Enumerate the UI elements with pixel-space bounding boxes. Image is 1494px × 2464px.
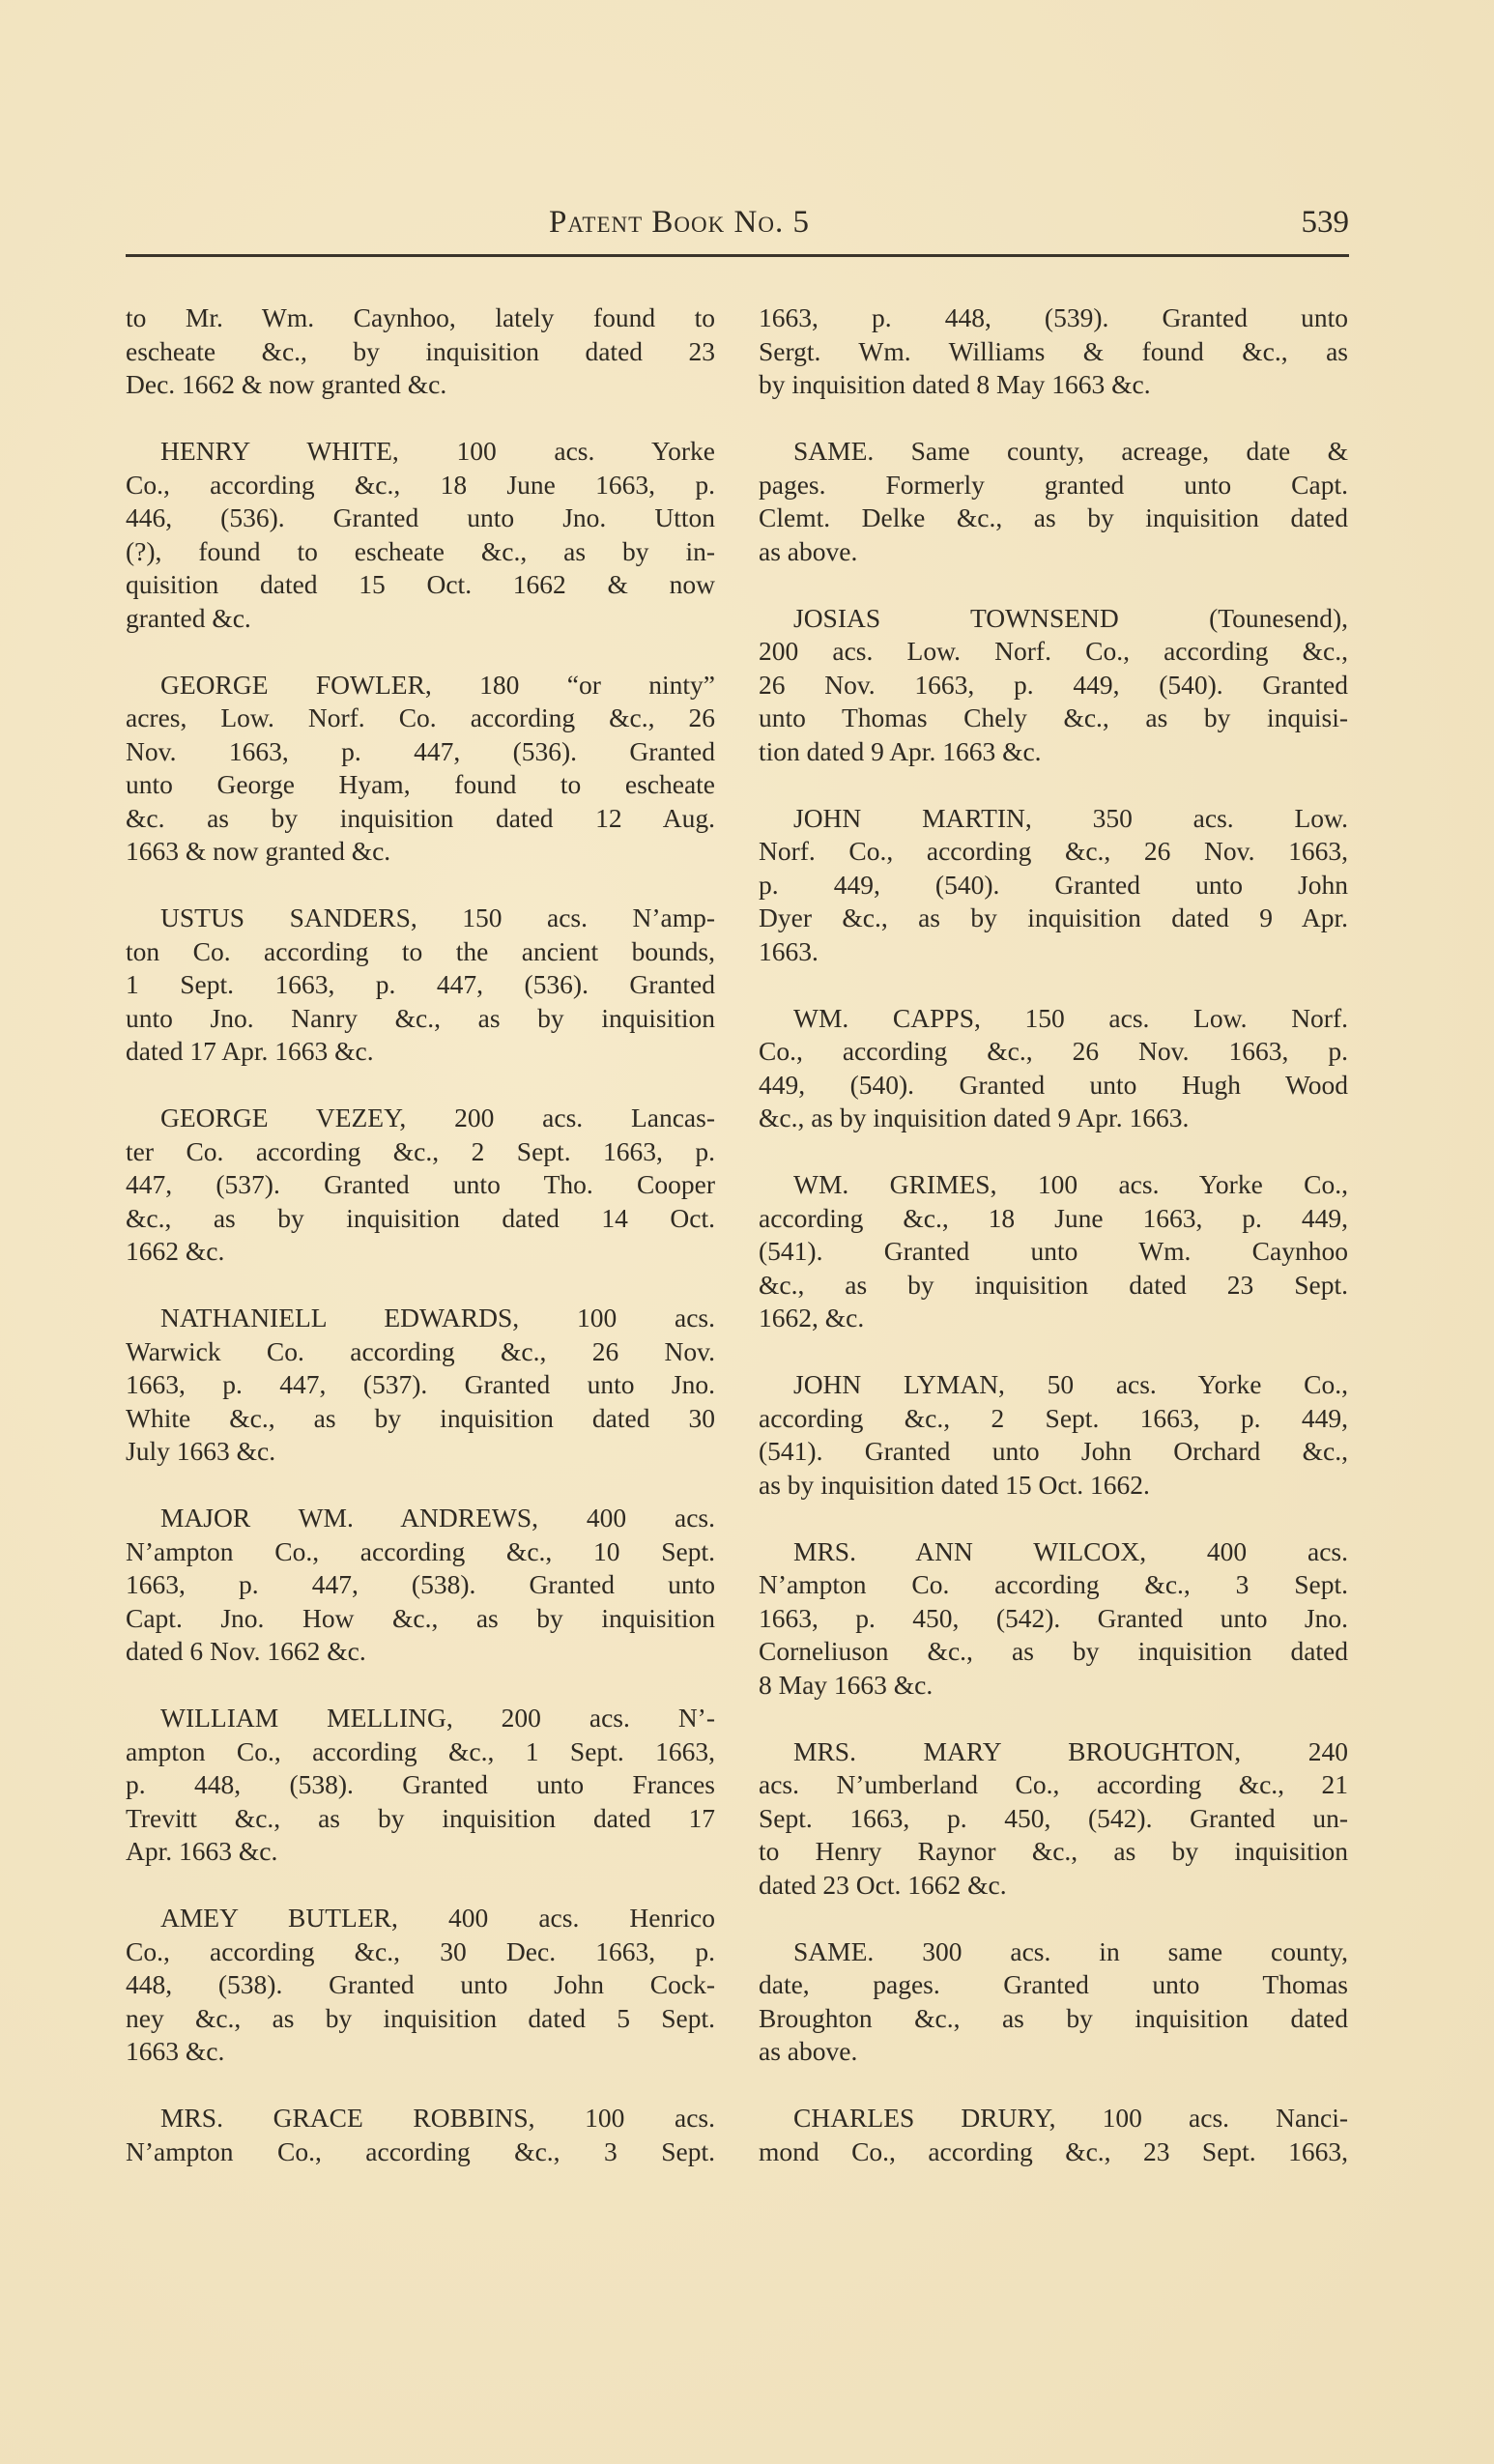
entry-line: by inquisition dated 8 May 1663 &c. — [759, 369, 1151, 399]
patent-entry — [759, 1935, 1348, 2069]
entry-line: unto Thomas Chely &c., as by inquisi- — [759, 702, 1348, 732]
entry-line: JOSIAS TOWNSEND (Tounesend), — [793, 602, 1348, 633]
entry-line: ton Co. according to the ancient bounds, — [126, 935, 715, 966]
patent-entry — [126, 301, 715, 402]
patent-entry — [126, 1502, 715, 1669]
entry-line: &c., as by inquisition dated 9 Apr. 1663. — [759, 1103, 1190, 1132]
entry-line: (541). Granted unto John Orchard &c., — [759, 1436, 1348, 1466]
patent-entry — [126, 1102, 715, 1269]
entry-line: MRS. GRACE ROBBINS, 100 acs. — [160, 2103, 715, 2133]
entry-line: NATHANIELL EDWARDS, 100 acs. — [160, 1303, 715, 1332]
entry-line: to Henry Raynor &c., as by inquisition — [759, 1836, 1348, 1866]
entry-line: N’ampton Co. according &c., 3 Sept. — [759, 1569, 1348, 1599]
patent-entry — [126, 435, 715, 635]
entry-line: 1663 &c. — [126, 2036, 225, 2066]
entry-line: 447, (537). Granted unto Tho. Cooper — [126, 1169, 715, 1199]
entry-line: (?), found to escheate &c., as by in- — [126, 535, 715, 566]
entry-line: MRS. ANN WILCOX, 400 acs. — [793, 1535, 1348, 1566]
entry-line: USTUS SANDERS, 150 acs. N’amp- — [160, 903, 715, 932]
entry-line: AMEY BUTLER, 400 acs. Henrico — [160, 1903, 715, 1933]
entry-line: quisition dated 15 Oct. 1662 & now — [126, 569, 715, 599]
running-title: Patent Book No. 5 — [549, 205, 810, 240]
entry-line: tion dated 9 Apr. 1663 &c. — [759, 735, 1042, 766]
entry-line: granted &c. — [126, 602, 251, 633]
entry-line: according &c., 2 Sept. 1663, p. 449, — [759, 1402, 1348, 1433]
entry-line: 1663, p. 450, (542). Granted unto Jno. — [759, 1602, 1348, 1633]
patent-entry — [126, 1902, 715, 2069]
entry-line: WILLIAM MELLING, 200 acs. N’- — [160, 1703, 715, 1733]
patent-entry — [759, 602, 1348, 769]
entry-line: HENRY WHITE, 100 acs. Yorke — [160, 436, 715, 466]
entry-line: MRS. MARY BROUGHTON, 240 — [793, 1735, 1348, 1766]
entry-line: JOHN MARTIN, 350 acs. Low. — [793, 802, 1348, 833]
entry-line: Capt. Jno. How &c., as by inquisition — [126, 1602, 715, 1633]
right-column — [759, 301, 1348, 2202]
entry-line: JOHN LYMAN, 50 acs. Yorke Co., — [793, 1369, 1348, 1399]
entry-line: dated 23 Oct. 1662 &c. — [759, 1869, 1007, 1900]
patent-entry — [126, 669, 715, 869]
entry-line: SAME. Same county, acreage, date & — [793, 436, 1348, 466]
entry-line: MAJOR WM. ANDREWS, 400 acs. — [160, 1503, 715, 1533]
entry-line: as above. — [759, 2036, 858, 2066]
entry-line: 446, (536). Granted unto Jno. Utton — [126, 502, 715, 532]
entry-line: (541). Granted unto Wm. Caynhoo — [759, 1236, 1348, 1266]
entry-line: WM. CAPPS, 150 acs. Low. Norf. — [793, 1002, 1348, 1033]
entry-line: Sept. 1663, p. 450, (542). Granted un- — [759, 1802, 1348, 1833]
entry-line: 449, (540). Granted unto Hugh Wood — [759, 1069, 1348, 1100]
entry-line: to Mr. Wm. Caynhoo, lately found to — [126, 302, 715, 332]
entry-line: p. 448, (538). Granted unto Frances — [126, 1769, 715, 1799]
entry-line: Nov. 1663, p. 447, (536). Granted — [126, 735, 715, 766]
patent-entry — [126, 1702, 715, 1869]
entry-line: according &c., 18 June 1663, p. 449, — [759, 1202, 1348, 1233]
entry-line: N’ampton Co., according &c., 10 Sept. — [126, 1535, 715, 1566]
patent-entry — [126, 902, 715, 1069]
entry-line: SAME. 300 acs. in same county, — [793, 1935, 1348, 1966]
page-number: 539 — [1301, 205, 1349, 240]
entry-line: as above. — [759, 535, 858, 566]
entry-line: WM. GRIMES, 100 acs. Yorke Co., — [793, 1169, 1348, 1199]
entry-line: Norf. Co., according &c., 26 Nov. 1663, — [759, 836, 1348, 866]
patent-entry — [126, 2102, 715, 2168]
entry-line: 1663. — [759, 935, 819, 966]
entry-line: 1663, p. 448, (539). Granted unto — [759, 302, 1348, 332]
entry-line: 1663, p. 447, (537). Granted unto Jno. — [126, 1369, 715, 1399]
entry-line: CHARLES DRURY, 100 acs. Nanci- — [793, 2103, 1348, 2133]
entry-line: acres, Low. Norf. Co. according &c., 26 — [126, 702, 715, 732]
entry-line: Broughton &c., as by inquisition dated — [759, 2002, 1348, 2033]
entry-line: Apr. 1663 &c. — [126, 1836, 278, 1866]
entry-line: Trevitt &c., as by inquisition dated 17 — [126, 1802, 715, 1833]
entry-line: GEORGE VEZEY, 200 acs. Lancas- — [160, 1103, 715, 1132]
patent-entry — [759, 1535, 1348, 1703]
entry-line: 1 Sept. 1663, p. 447, (536). Granted — [126, 969, 715, 999]
entry-line: &c., as by inquisition dated 23 Sept. — [759, 1269, 1348, 1300]
entry-line: N’ampton Co., according &c., 3 Sept. — [126, 2135, 715, 2166]
entry-line: dated 6 Nov. 1662 &c. — [126, 1636, 366, 1666]
patent-entry — [759, 1002, 1348, 1135]
patent-entry — [759, 802, 1348, 969]
entry-line: ampton Co., according &c., 1 Sept. 1663, — [126, 1735, 715, 1766]
entry-line: unto George Hyam, found to escheate — [126, 769, 715, 799]
patent-entry — [759, 435, 1348, 568]
entry-line: dated 17 Apr. 1663 &c. — [126, 1036, 374, 1066]
patent-entry — [126, 1302, 715, 1469]
entry-line: ney &c., as by inquisition dated 5 Sept. — [126, 2002, 715, 2033]
left-column — [126, 301, 715, 2202]
patent-entry — [759, 1368, 1348, 1502]
patent-entry — [759, 301, 1348, 402]
entry-line: Dec. 1662 & now granted &c. — [126, 369, 447, 399]
entry-line: 200 acs. Low. Norf. Co., according &c., — [759, 636, 1348, 666]
entry-line: Warwick Co. according &c., 26 Nov. — [126, 1335, 715, 1366]
entry-line: Dyer &c., as by inquisition dated 9 Apr. — [759, 903, 1348, 932]
entry-line: 1662, &c. — [759, 1303, 865, 1332]
entry-line: Clemt. Delke &c., as by inquisition dated — [759, 502, 1348, 532]
entry-line: 448, (538). Granted unto John Cock- — [126, 1969, 715, 1999]
entry-line: date, pages. Granted unto Thomas — [759, 1969, 1348, 1999]
entry-line: Co., according &c., 26 Nov. 1663, p. — [759, 1036, 1348, 1066]
running-header — [126, 193, 1349, 251]
entry-line: Co., according &c., 18 June 1663, p. — [126, 469, 715, 500]
entry-line: p. 449, (540). Granted unto John — [759, 869, 1348, 900]
entry-line: Sergt. Wm. Williams & found &c., as — [759, 335, 1348, 366]
patent-entry — [759, 1735, 1348, 1903]
entry-line: July 1663 &c. — [126, 1436, 276, 1466]
entry-line: Corneliuson &c., as by inquisition dated — [759, 1636, 1348, 1666]
entry-line: 1663 & now granted &c. — [126, 836, 391, 866]
entry-line: mond Co., according &c., 23 Sept. 1663, — [759, 2135, 1348, 2166]
entry-line: GEORGE FOWLER, 180 “or ninty” — [160, 669, 715, 700]
entry-line: 1662 &c. — [126, 1236, 225, 1266]
header-rule — [126, 254, 1349, 257]
entry-line: 1663, p. 447, (538). Granted unto — [126, 1569, 715, 1599]
entry-line: ter Co. according &c., 2 Sept. 1663, p. — [126, 1135, 715, 1166]
entry-line: 26 Nov. 1663, p. 449, (540). Granted — [759, 669, 1348, 700]
entry-line: &c., as by inquisition dated 14 Oct. — [126, 1202, 715, 1233]
entry-line: White &c., as by inquisition dated 30 — [126, 1402, 715, 1433]
entry-line: as by inquisition dated 15 Oct. 1662. — [759, 1469, 1150, 1500]
entry-line: pages. Formerly granted unto Capt. — [759, 469, 1348, 500]
entry-line: 8 May 1663 &c. — [759, 1669, 934, 1700]
patent-entry — [759, 1168, 1348, 1335]
patent-entry — [759, 2102, 1348, 2168]
entry-line: unto Jno. Nanry &c., as by inquisition — [126, 1002, 715, 1033]
entry-line: escheate &c., by inquisition dated 23 — [126, 335, 715, 366]
entry-line: Co., according &c., 30 Dec. 1663, p. — [126, 1935, 715, 1966]
entry-line: &c. as by inquisition dated 12 Aug. — [126, 802, 715, 833]
entry-line: acs. N’umberland Co., according &c., 21 — [759, 1769, 1348, 1799]
